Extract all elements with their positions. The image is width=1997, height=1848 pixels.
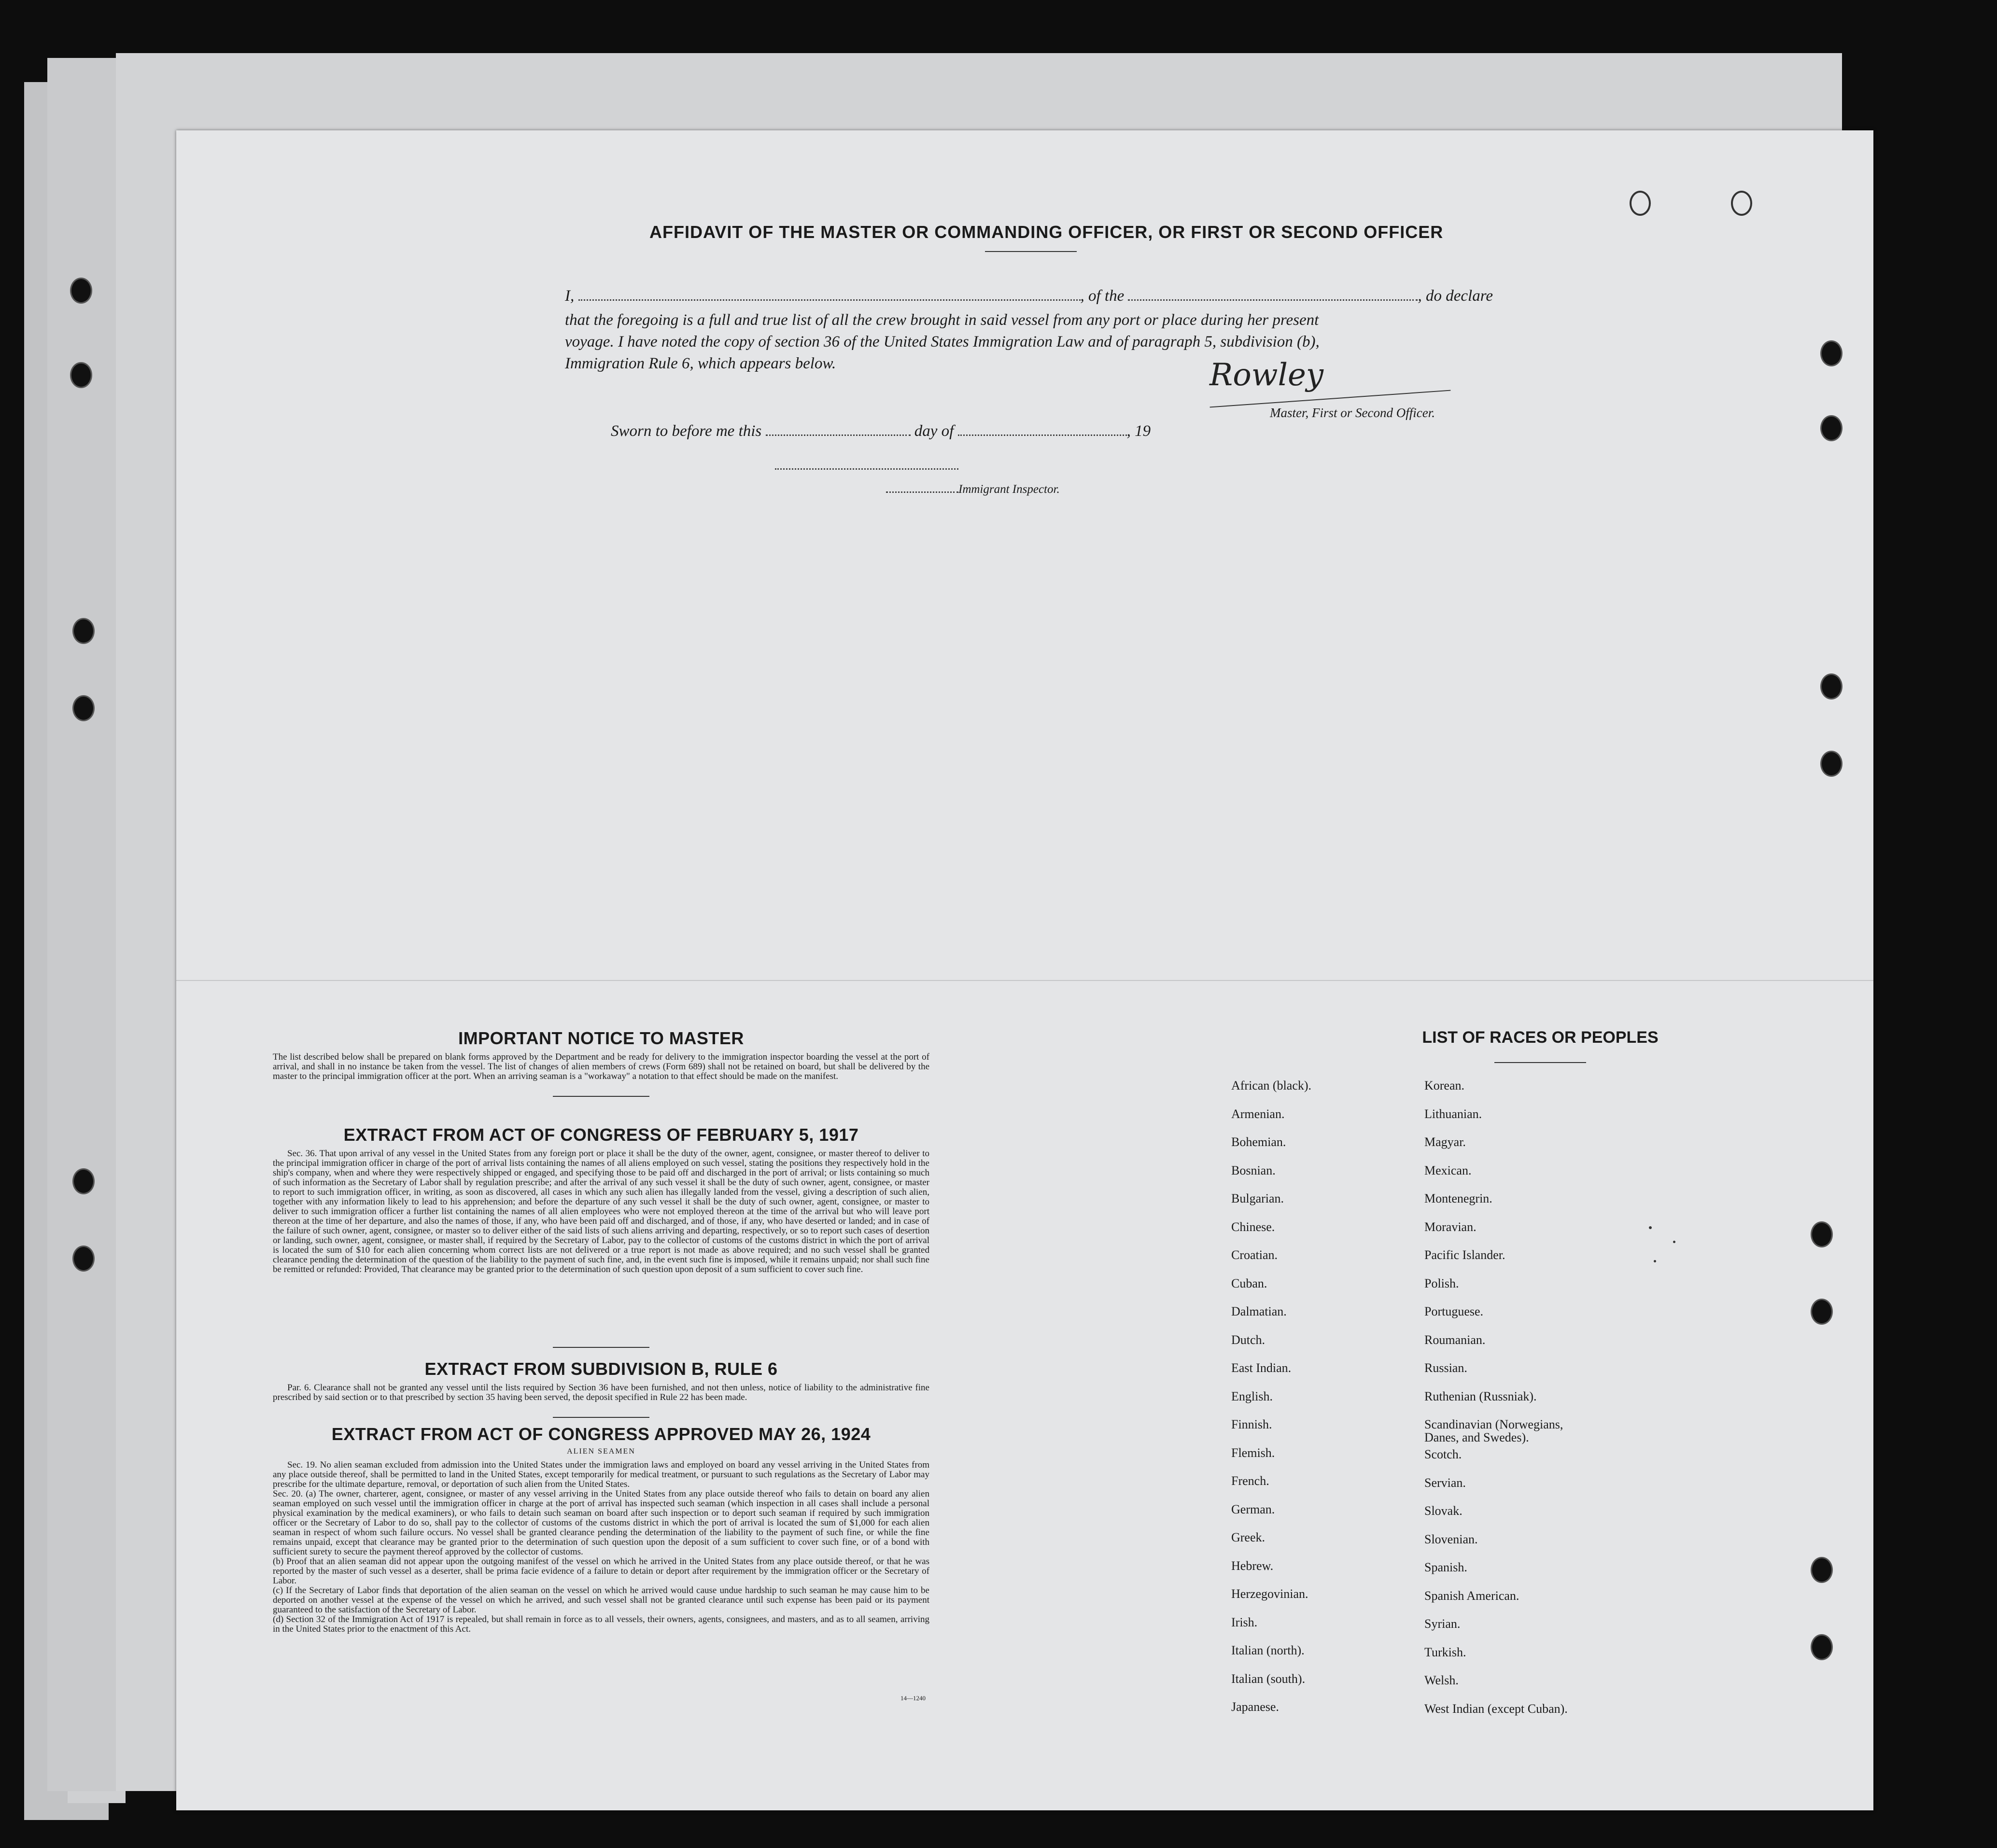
binder-hole-icon (72, 1168, 95, 1194)
of-the-label: , of the (1080, 287, 1125, 305)
race-item: Lithuanian. (1424, 1106, 1482, 1121)
binder-hole-icon (1820, 340, 1842, 366)
race-item: East Indian. (1231, 1361, 1292, 1375)
affidavit-text-line: that the foregoing is a full and true list of all the crew brought in said vessel from any port or place during her present (565, 311, 1319, 329)
race-item: Italian (north). (1231, 1643, 1305, 1657)
punch-hole-icon (1731, 191, 1752, 216)
race-item: Scotch. (1424, 1447, 1462, 1461)
race-item: Croatian. (1231, 1248, 1278, 1262)
extract-rule6-title: EXTRACT FROM SUBDIVISION B, RULE 6 (424, 1359, 778, 1379)
race-item: Russian. (1424, 1361, 1467, 1375)
signature-caption: Master, First or Second Officer. (1270, 406, 1435, 420)
binder-hole-icon (72, 618, 95, 644)
race-item: Bohemian. (1231, 1135, 1286, 1149)
notice-text: The list described below shall be prepared on blank forms approved by the Department and be ready for delivery to the immigration inspector boarding the vessel at the port of arrival, and shall in no instance be taken from the vessel. The list of changes of alien members of crews (Form 689) shall not be retained on board, but shall be delivered by the master to the principal immigration officer at the port. When an arriving seaman is a "workaway" a notation to that effect should be made on the manifest. (273, 1052, 929, 1081)
section-divider (553, 1096, 649, 1097)
binder-hole-icon (72, 1246, 95, 1272)
race-item: West Indian (except Cuban). (1424, 1701, 1568, 1716)
title-divider (985, 251, 1077, 252)
race-item: Bulgarian. (1231, 1191, 1284, 1205)
race-item: English. (1231, 1389, 1273, 1403)
race-item: German. (1231, 1502, 1275, 1516)
sworn-line (611, 422, 1151, 440)
race-item: Scandinavian (Norwegians, Danes, and Swedes). (1424, 1417, 1563, 1444)
race-item: Flemish. (1231, 1445, 1275, 1460)
race-item: Mexican. (1424, 1163, 1472, 1177)
sworn-date-field (766, 434, 911, 436)
binder-hole-icon (1820, 751, 1842, 777)
extract-1917-title: EXTRACT FROM ACT OF CONGRESS OF FEBRUARY 5, 1917 (343, 1125, 859, 1145)
affidavit-text-line: Immigration Rule 6, which appears below. (565, 355, 836, 372)
inspector-name-dots (886, 491, 958, 493)
extract-1924-title: EXTRACT FROM ACT OF CONGRESS APPROVED MAY 26, 1924 (331, 1424, 871, 1444)
page-fold (176, 980, 1873, 981)
ink-speck (1673, 1241, 1675, 1243)
race-item: Ruthenian (Russniak). (1424, 1389, 1537, 1403)
race-item: Chinese. (1231, 1219, 1275, 1234)
extract-1924-text: Sec. 19. No alien seaman excluded from admission into the United States under the immigration laws and employed on board any vessel arriving in the United States from any place outside thereof, shall be permitted to land in the United States, except temporarily for medical treatment, or pursuant to such regulations as the Secretary of Labor may prescribe for the ultimate departure, removal, or deportation of such alien from the United States. Sec. 20. (a) The owner, charterer, agent, consignee, or master of any vessel arriving in the United States from any place outside thereof who fails to detain on board any alien seaman employed on such vessel until the immigration officer in charge at the port of arrival has inspected such seaman (which inspection in all cases shall include a personal physical examination by the medical examiners), or who fails to detain such seaman on board after such inspection or to deport such seaman if required by such immigration officer or the Secretary of Labor to do so, shall pay to the collector of customs of the customs district in which the port of arrival is located the sum of $1,000 for each alien seaman in respect of whom such failure occurs. No vessel shall be granted clearance pending the determination of the liability to the payment of such fine, or while the fine remains unpaid, except that clearance may be granted prior to the determination of such question upon the deposit of a sum sufficient to cover such fine, or of a bond with sufficient surety to secure the payment thereof approved by the collector of customs. (b) Proof that an alien seaman did not appear upon the outgoing manifest of the vessel on which he arrived in the United States from any place outside thereof, or that he was reported by the master of such vessel as a deserter, shall be prima facie evidence of a failure to detain or deport after requirement by the immigration officer or the Secretary of Labor. (c) If the Secretary of Labor finds that deportation of the alien seaman on the vessel on which he arrived would cause undue hardship to such seaman he may cause him to be deported on another vessel at the expense of the vessel on which he arrived, and such vessel shall not be granted clearance until such expense has been paid or its payment guaranteed to the satisfaction of the Secretary of Labor. (d) Section 32 of the Immigration Act of 1917 is repealed, but shall remain in force as to all vessels, their owners, agents, consignees, and masters, and as to all seamen, arriving in the United States prior to the enactment of this Act. (273, 1460, 929, 1634)
sworn-prefix: Sworn to before me this (611, 422, 762, 440)
race-item: Roumanian. (1424, 1332, 1486, 1347)
notice-title: IMPORTANT NOTICE TO MASTER (458, 1028, 744, 1048)
race-item: Spanish. (1424, 1560, 1467, 1574)
binder-hole-icon (1811, 1221, 1833, 1247)
races-title: LIST OF RACES OR PEOPLES (1422, 1028, 1659, 1047)
race-item: Welsh. (1424, 1673, 1459, 1687)
race-item: Moravian. (1424, 1219, 1477, 1234)
master-signature: Rowley (1209, 357, 1323, 393)
extract-1917-text: Sec. 36. That upon arrival of any vessel in the United States from any foreign port or place it shall be the duty of the owner, agent, consignee, or master thereof to deliver to the principal immigration officer in charge of the port of arrival lists containing the names of all aliens employed on such vessel, stating the positions they respectively hold in the ship's company, when and where they were respectively shipped or engaged, and specifying those to be paid off and discharged in the port of arrival; or lists containing so much of such information as the Secretary of Labor shall by regulation prescribe; and after the arrival of any such vessel it shall be the duty of such owner, agent, consignee, or master to report to such immigration officer, in writing, as soon as discovered, all cases in which any such alien has illegally landed from the vessel, giving a description of such alien, together with any information likely to lead to his apprehension; and before the departure of any such vessel it shall be the duty of such owner, agent, consignee, or master to deliver to such immigration officer a further list containing the names of all alien employees who were not employed thereon at the time of the arrival but who will leave port thereon at the time of her departure, and also the names of those, if any, who have been paid off and discharged, and of those, if any, who have deserted or landed; and in case of the failure of such owner, agent, consignee, or master so to deliver either of the said lists of such aliens arriving and departing, respectively, or so to report such cases of desertion or landing, such owner, agent, consignee, or master shall, if required by the Secretary of Labor, pay to the collector of customs of the customs district in which the port of arrival is located the sum of $10 for each alien concerning whom correct lists are not delivered or a true report is not made as above required; and no such vessel shall be granted clearance pending the determination of the question of the liability to the payment of such fine, and, in the event such fine is imposed, while it remains unpaid; nor shall such fine be remitted or refunded: Provided, That clearance may be granted prior to the determination of such question upon deposit of a sum sufficient to cover such fine. (273, 1148, 929, 1274)
declaration-line (565, 287, 1671, 305)
race-item: Japanese. (1231, 1700, 1279, 1714)
inspector-caption: Immigrant Inspector. (958, 483, 1060, 496)
section-divider (553, 1347, 649, 1348)
race-item: Slovenian. (1424, 1532, 1478, 1546)
binder-hole-icon (1811, 1299, 1833, 1325)
binder-hole-icon (1811, 1634, 1833, 1660)
race-item: Greek. (1231, 1530, 1266, 1544)
binder-hole-icon (1820, 673, 1842, 700)
extract-1924-subtitle: ALIEN SEAMEN (567, 1447, 635, 1456)
race-item: Dalmatian. (1231, 1304, 1287, 1318)
race-item: Armenian. (1231, 1106, 1285, 1121)
race-item: Magyar. (1424, 1135, 1466, 1149)
sworn-day-label: day of (914, 422, 954, 440)
race-item: Slovak. (1424, 1504, 1463, 1518)
inspector-signature-field (775, 468, 958, 470)
extract-rule6-text: Par. 6. Clearance shall not be granted any vessel until the lists required by Section 36 have been furnished, and not then unless, notice of liability to the administrative fine prescribed by said section or to that prescribed by section 35 having been served, the deposit specified in Rule 22 has been made. (273, 1383, 929, 1402)
sworn-month-field (958, 434, 1127, 436)
ink-speck (1649, 1226, 1652, 1229)
race-item: Italian (south). (1231, 1671, 1306, 1686)
race-item: French. (1231, 1474, 1269, 1488)
race-item: Servian. (1424, 1475, 1466, 1490)
race-item: Polish. (1424, 1276, 1459, 1290)
race-item: Montenegrin. (1424, 1191, 1492, 1205)
binder-hole-icon (72, 695, 95, 721)
punch-hole-icon (1630, 191, 1651, 216)
race-item: Turkish. (1424, 1645, 1466, 1659)
form-number: 14—1240 (900, 1694, 926, 1702)
race-item: Bosnian. (1231, 1163, 1276, 1177)
race-item: Finnish. (1231, 1417, 1272, 1431)
race-item: Pacific Islander. (1424, 1248, 1505, 1262)
race-item: Korean. (1424, 1078, 1465, 1092)
races-divider (1494, 1062, 1586, 1063)
race-item: Herzegovinian. (1231, 1587, 1308, 1601)
affidavit-text-line: voyage. I have noted the copy of section 36 of the United States Immigration Law and of paragraph 5, subdivision (b), (565, 333, 1320, 350)
sworn-year-label: , 19 (1126, 422, 1151, 440)
race-item: Dutch. (1231, 1332, 1266, 1347)
ink-speck (1654, 1260, 1656, 1262)
race-item: Syrian. (1424, 1617, 1461, 1631)
declarant-label: I, (565, 287, 575, 305)
binder-hole-icon (70, 278, 92, 304)
binder-hole-icon (1811, 1557, 1833, 1583)
race-item: Portuguese. (1424, 1304, 1484, 1318)
binder-hole-icon (70, 362, 92, 388)
declarant-name-field (578, 299, 1081, 301)
vessel-name-field (1128, 299, 1418, 301)
race-item: Spanish American. (1424, 1588, 1519, 1603)
race-item: African (black). (1231, 1078, 1312, 1092)
race-item: Irish. (1231, 1615, 1258, 1629)
race-item: Hebrew. (1231, 1558, 1274, 1573)
affidavit-page (176, 130, 1873, 1810)
affidavit-title: AFFIDAVIT OF THE MASTER OR COMMANDING OFFICER, OR FIRST OR SECOND OFFICER (649, 222, 1444, 242)
declare-label: , do declare (1418, 287, 1493, 305)
section-divider (553, 1417, 649, 1418)
binder-hole-icon (1820, 415, 1842, 441)
race-item: Cuban. (1231, 1276, 1267, 1290)
